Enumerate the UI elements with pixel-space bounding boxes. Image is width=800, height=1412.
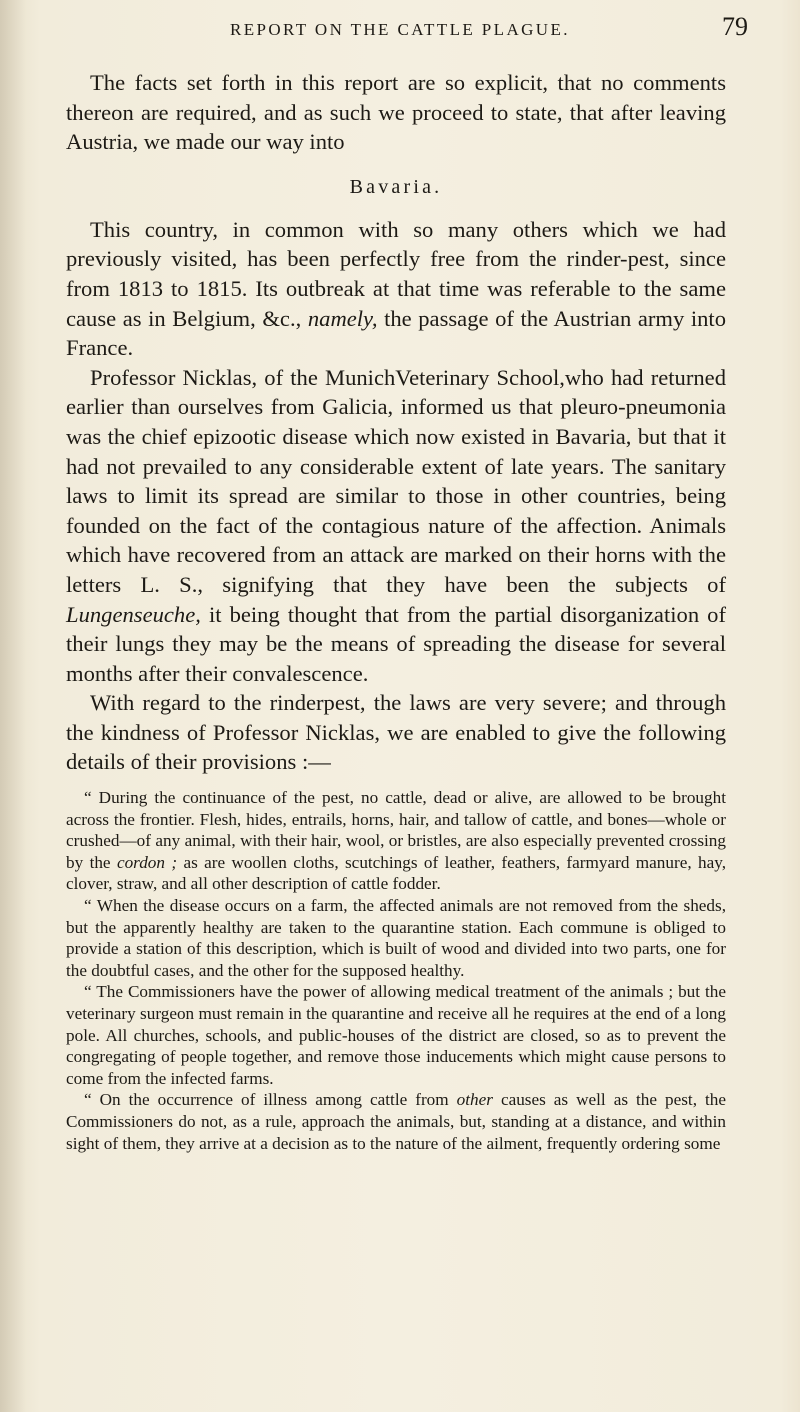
quoted-provisions [66,787,726,1154]
paragraph-professor [66,363,726,689]
intro-paragraph: The facts set forth in this report are so explicit, that no comments thereon are required, and as such we proceed to state, that after leaving Austria, we made our way into [66,70,726,155]
quote-illness-text-b: causes as well as the pest, the Commissioners do not, as a rule, approach the animals, but, standing at a distance, and within sight of them, they arrive at a decision as to the nature of the ailment, frequently ordering some [66,1090,726,1153]
quote-frontier-emphasis: cordon ; [116,852,178,872]
paragraph-country-text-a: This country, in common with so many others which we had previously visited, has been perfectly free from the rinder-pest, since from 1813 to 1815. Its outbreak at that time was referable to the same cause as in Belgium, &c., [66,216,726,331]
paragraph-country-text-b: the passage of the Austrian army into France. [66,305,726,361]
quote-illness-emphasis: other [456,1090,493,1110]
paragraph-rinderpest: With regard to the rinderpest, the laws are very severe; and through the kindness of Professor Nicklas, we are enabled to give the following details of their provisions :— [66,690,726,775]
quote-farm: “ When the disease occurs on a farm, the affected animals are not removed from the sheds, but the apparently healthy are taken to the quarantine station. Each commune is obliged to provide a station of this description, which is built of wood and divided into two parts, one for the doubtful cases, and the other for the supposed healthy. [66,896,726,980]
paragraph-professor-emphasis: Lungenseuche, [66,601,201,627]
body-text [66,68,726,1154]
quote-commissioners: “ The Commissioners have the power of allowing medical treatment of the animals ; but the veterinary surgeon must remain in the quarantine and receive all he requires at the end of a long pole. All churches, schools, and public-houses of the district are closed, so as to prevent the congregating of people together, and remove those inducements which might cause persons to come from the infected farms. [66,982,726,1088]
quote-illness [66,1089,726,1154]
paragraph-country [66,215,726,363]
quote-illness-text-a: “ On the occurrence of illness among cattle from [84,1090,457,1110]
gutter-shadow [0,0,26,1412]
quote-frontier-text-a: “ During the continuance of the pest, no cattle, dead or alive, are allowed to be brought across the frontier. Flesh, hides, entrails, horns, hair, and tallow of cattle, and bones—whole or crushed—of any animal, with their hair, wool, or bristles, are also especially prevented crossing by the [66,788,726,872]
page-number: 79 [722,12,748,41]
page-header [0,12,800,52]
quote-frontier-text-b: as are woollen cloths, scutchings of leather, feathers, farmyard manure, hay, clover, straw, and all other description of cattle fodder. [66,852,726,894]
paragraph-professor-text-b: it being thought that from the partial disorganization of their lungs they may be the means of spreading the disease for several months after their convalescence. [66,601,726,686]
running-head: REPORT ON THE CATTLE PLAGUE. [230,20,570,39]
quote-frontier [66,787,726,895]
paragraph-country-emphasis: namely, [307,305,378,331]
section-heading: Bavaria. [349,175,443,198]
paragraph-professor-text-a: Professor Nicklas, of the MunichVeterinary School,who had returned earlier than ourselves from Galicia, informed us that pleuro-pneumonia was the chief epizootic disease which now existed in Bavaria, but that it had not prevailed to any considerable extent of late years. The sanitary laws to limit its spread are similar to those in other countries, being founded on the fact of the contagious nature of the affection. Animals which have recovered from an attack are marked on their horns with the letters L. S., signifying that they have been the subjects of [66,364,726,597]
